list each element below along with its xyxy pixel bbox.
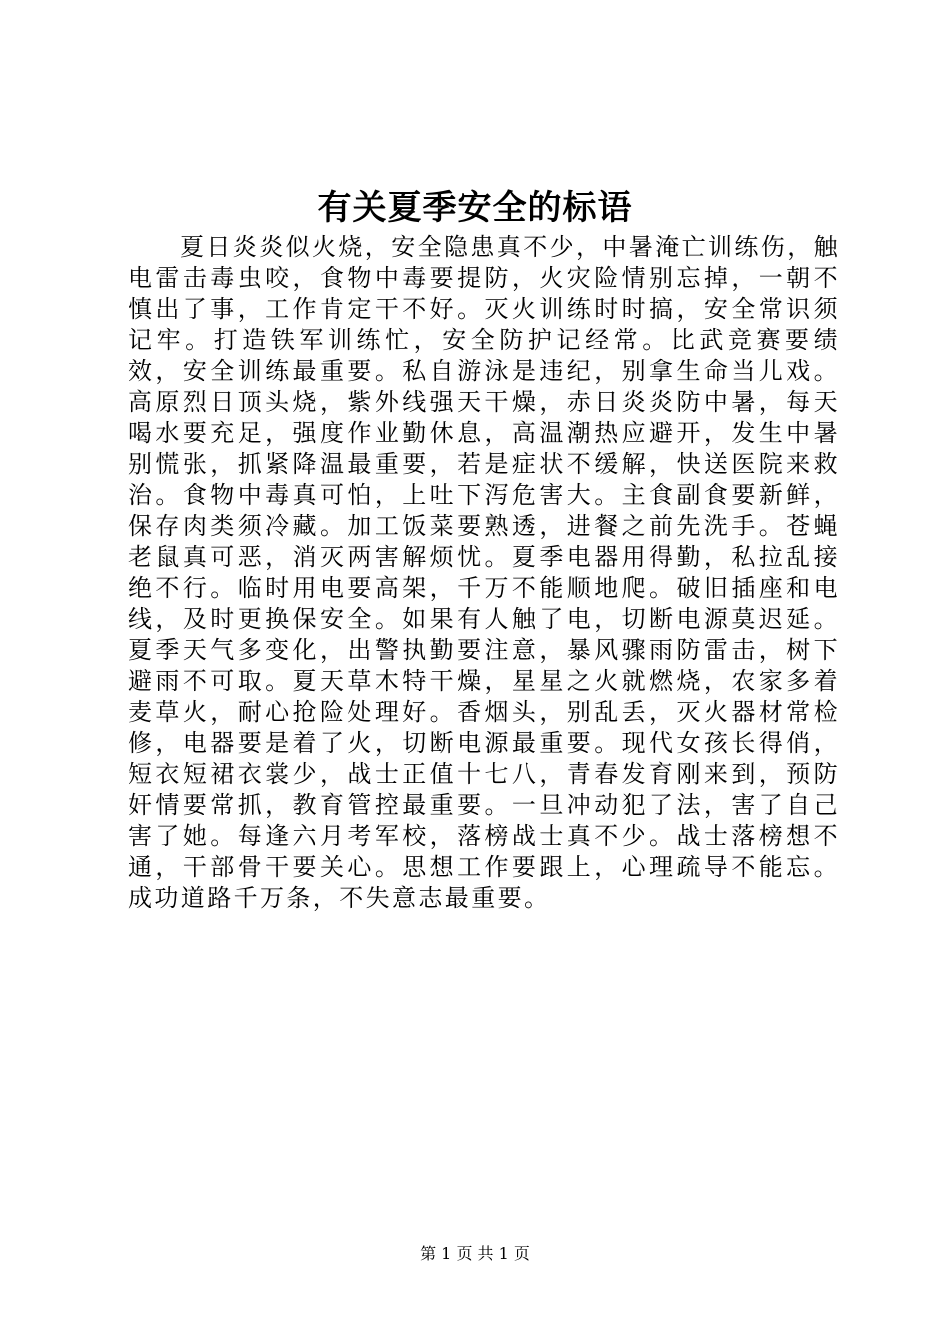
page-number-footer: 第 1 页 共 1 页	[420, 1244, 530, 1263]
document-body-paragraph: 夏日炎炎似火烧，安全隐患真不少，中暑淹亡训练伤，触电雷击毒虫咬，食物中毒要提防，火灾险情别忘掉，一朝不慎出了事，工作肯定干不好。灭火训练时时搞，安全常识须记牢。打造铁军训练忙，安全防护记经常。比武竞赛要绩效，安全训练最重要。私自游泳是违纪，别拿生命当儿戏。高原烈日顶头烧，紫外线强天干燥，赤日炎炎防中暑，每天喝水要充足，强度作业勤休息，高温潮热应避开，发生中暑别慌张，抓紧降温最重要，若是症状不缓解，快送医院来救治。食物中毒真可怕，上吐下泻危害大。主食副食要新鲜，保存肉类须冷藏。加工饭菜要熟透，进餐之前先洗手。苍蝇老鼠真可恶，消灭两害解烦忧。夏季电器用得勤，私拉乱接绝不行。临时用电要高架，千万不能顺地爬。破旧插座和电线，及时更换保安全。如果有人触了电，切断电源莫迟延。夏季天气多变化，出警执勤要注意，暴风骤雨防雷击，树下避雨不可取。夏天草木特干燥，星星之火就燃烧，农家多着麦草火，耐心抢险处理好。香烟头，别乱丢，灭火器材常检修，电器要是着了火，切断电源最重要。现代女孩长得俏，短衣短裙衣裳少，战士正值十七八，青春发育刚来到，预防奸情要常抓，教育管控最重要。一旦冲动犯了法，害了自己害了她。每逢六月考军校，落榜战士真不少。战士落榜想不通，干部骨干要关心。思想工作要跟上，心理疏导不能忘。成功道路千万条，不失意志最重要。	[128, 233, 840, 912]
document-title: 有关夏季安全的标语	[317, 188, 633, 228]
